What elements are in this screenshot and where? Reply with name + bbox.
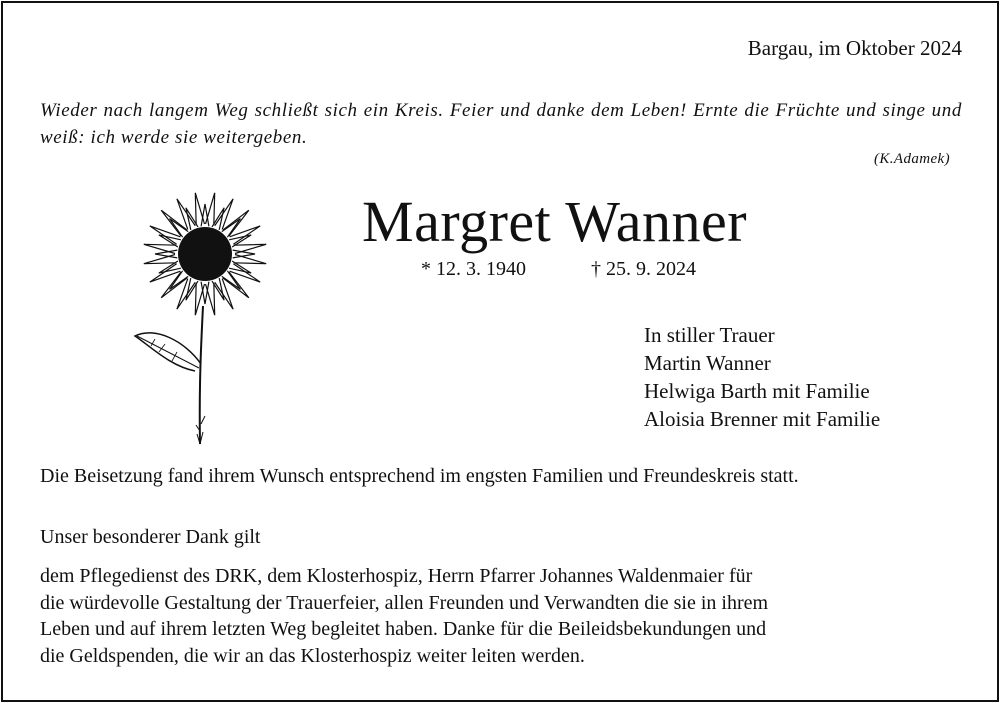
death-date: † 25. 9. 2024 [591, 258, 696, 280]
mourners-intro: In stiller Trauer [644, 323, 775, 347]
birth-date: * 12. 3. 1940 [421, 258, 526, 280]
life-dates [421, 258, 696, 281]
sunflower-icon [125, 176, 290, 448]
burial-note: Die Beisetzung fand ihrem Wunsch entsprechend im engsten Familien und Freundeskreis statt. [40, 465, 799, 487]
poem-author: (K.Adamek) [873, 151, 950, 167]
place-date: Bargau, im Oktober 2024 [747, 36, 962, 60]
poem-text: Wieder nach langem Weg schließt sich ein Kreis. Feier und danke dem Leben! Ernte die Früchte und singe und weiß: ich werde sie weitergeben. [40, 100, 962, 148]
thanks-line: die Geldspenden, die wir an das Klosterhospiz weiter leiten werden. [40, 644, 585, 667]
thanks-text [40, 563, 960, 669]
mourner-name: Helwiga Barth mit Familie [644, 379, 870, 403]
thanks-line: dem Pflegedienst des DRK, dem Klosterhospiz, Herrn Pfarrer Johannes Waldenmaier für [40, 565, 753, 587]
thanks-line: Leben und auf ihrem letzten Weg begleitet haben. Danke für die Beileidsbekundungen und [40, 618, 767, 640]
thanks-line: die würdevolle Gestaltung der Trauerfeier, allen Freunden und Verwandten die sie in ihrem [40, 591, 769, 614]
mourner-name: Aloisia Brenner mit Familie [644, 407, 881, 431]
mourners-block [644, 321, 880, 433]
thanks-heading: Unser besonderer Dank gilt [40, 526, 261, 548]
deceased-name: Margret Wanner [362, 189, 748, 254]
mourner-name: Martin Wanner [644, 351, 771, 375]
